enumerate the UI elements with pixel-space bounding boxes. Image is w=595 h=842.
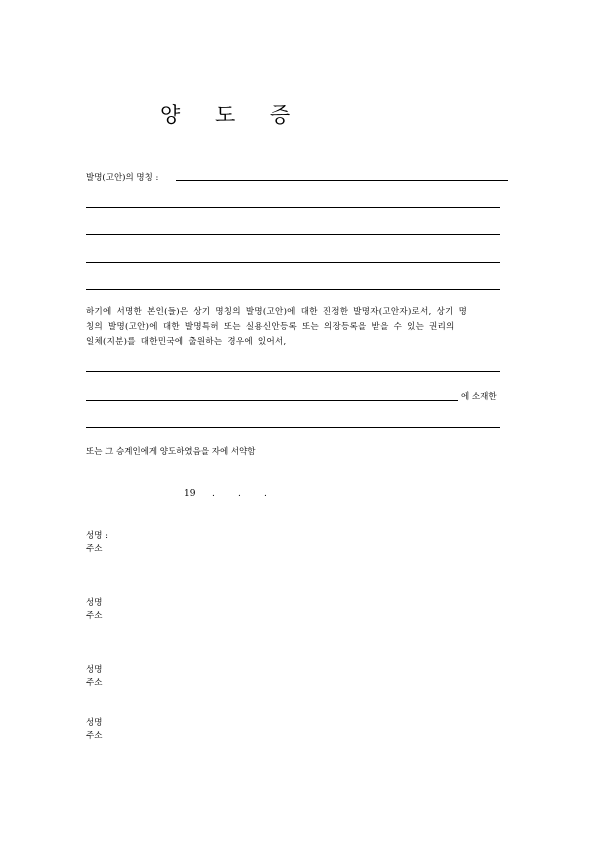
name-label: 성명 (86, 665, 103, 675)
date-line (184, 488, 267, 500)
invention-name-blank (176, 180, 508, 181)
address-label: 주소 (86, 611, 103, 621)
statement-line: 칭의 발명(고안)에 대한 발명특허 또는 실용신안등록 또는 의장등록을 받을 수 있는 권리의 (86, 322, 455, 332)
blank-line (86, 207, 500, 208)
statement-line: 일체(지분)를 대한민국에 출원하는 경우에 있어서, (86, 337, 287, 347)
address-label: 주소 (86, 544, 103, 554)
statement-paragraph (86, 305, 510, 350)
document-title: 양 도 증 (160, 103, 305, 127)
signature-block (86, 597, 102, 623)
date-separator: . (264, 489, 267, 499)
blank-line (86, 262, 500, 263)
location-blank (86, 400, 458, 401)
address-label: 주소 (86, 731, 103, 741)
assignment-statement: 또는 그 승계인에게 양도하였음을 자에 서약함 (86, 447, 256, 457)
name-label: 성명 (86, 598, 103, 608)
blank-line (86, 289, 500, 290)
located-suffix: 에 소재한 (461, 392, 497, 402)
date-separator: . (212, 489, 215, 499)
signature-block (86, 717, 102, 743)
blank-line (86, 427, 500, 428)
signature-block (86, 530, 108, 556)
statement-line: 하기에 서명한 본인(들)은 상기 명칭의 발명(고안)에 대한 진정한 발명자(고안자)로서, 상기 명 (86, 307, 468, 317)
blank-line (86, 234, 500, 235)
address-label: 주소 (86, 678, 103, 688)
signature-block (86, 664, 102, 690)
blank-line (86, 371, 500, 372)
date-separator: . (238, 489, 241, 499)
date-year: 19 (184, 489, 196, 499)
name-label: 성명 (86, 718, 103, 728)
name-label: 성명 : (86, 531, 108, 541)
invention-name-label: 발명(고안)의 명칭 : (86, 173, 159, 183)
